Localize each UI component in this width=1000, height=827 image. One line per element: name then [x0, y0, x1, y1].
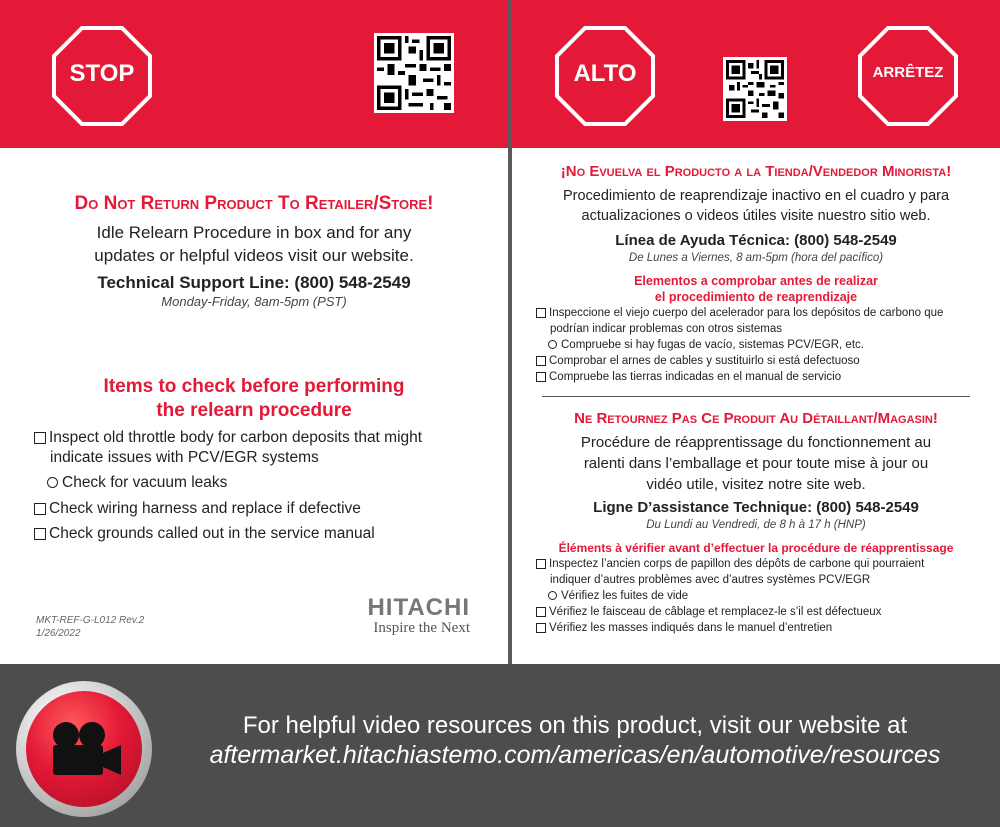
intro-line-2: updates or helpful videos visit our website.: [94, 246, 414, 265]
list-item-text: Inspeccione el viejo cuerpo del acelerador para los depósitos de carbono que: [549, 307, 944, 319]
checkbox-icon: [34, 432, 46, 444]
es-check-heading-2: el procedimiento de reaprendizaje: [654, 290, 858, 304]
checkbox-icon: [34, 528, 46, 540]
check-heading-line-1: Items to check before performing: [103, 376, 405, 397]
list-item-continuation: podrían indicar problemas con otros sistemas: [550, 323, 783, 335]
qr-code-icon: [723, 57, 787, 121]
checkbox-icon: [536, 372, 546, 382]
no-return-heading: Do Not Return Product To Retailer/Store!: [74, 193, 434, 214]
es-intro-line-1: Procedimiento de reaprendizaje inactivo en el cuadro y para: [562, 188, 950, 204]
footer-line-1: For helpful video resources on this product, visit our website at: [242, 712, 908, 739]
fr-no-return-heading: Ne Retournez Pas Ce Produit Au Détaillant/Magasin!: [574, 410, 938, 427]
check-heading-line-2: the relearn procedure: [156, 400, 352, 421]
es-check-heading-1: Elementos a comprobar antes de realizar: [634, 274, 878, 288]
fr-intro-line-2: ralenti dans l’emballage et pour toute mise à jour ou: [583, 455, 929, 472]
support-hours: Monday-Friday, 8am-5pm (PST): [161, 294, 347, 309]
list-item-text: Compruebe las tierras indicadas en el manual de servicio: [549, 371, 842, 383]
document-date: 1/26/2022: [36, 628, 81, 639]
es-support-line: Línea de Ayuda Técnica: (800) 548-2549: [615, 232, 897, 249]
qr-code-icon: [374, 33, 454, 113]
list-item: [34, 500, 361, 518]
list-item: [536, 371, 841, 383]
arretez-sign-icon: [858, 26, 958, 126]
checkbox-icon: [536, 607, 546, 617]
video-camera-icon: [16, 681, 152, 817]
hitachi-logo: [330, 594, 470, 637]
intro-line-1: Idle Relearn Procedure in box and for any: [96, 223, 412, 242]
list-item-text: Comprobar el arnes de cables y sustituirlo si está defectuoso: [549, 355, 860, 367]
english-panel: [0, 0, 508, 664]
list-item: [47, 474, 227, 492]
list-item-continuation: indicate issues with PCV/EGR systems: [50, 449, 319, 466]
es-support-hours: De Lunes a Viernes, 8 am-5pm (hora del pacífico): [628, 252, 884, 264]
list-item-text: Vérifiez le faisceau de câblage et remplacez-le s’il est défectueux: [549, 606, 882, 618]
circle-bullet-icon: [47, 477, 58, 488]
circle-bullet-icon: [548, 340, 557, 349]
list-item-text: Compruebe si hay fugas de vacío, sistemas PCV/EGR, etc.: [561, 339, 864, 351]
fr-support-hours: Du Lundi au Vendredi, de 8 h à 17 h (HNP): [646, 519, 866, 531]
list-item: [34, 525, 375, 543]
list-item: [548, 590, 688, 602]
brand-tagline: Inspire the Next: [373, 620, 470, 636]
support-line: Technical Support Line: (800) 548-2549: [97, 273, 411, 292]
document-code: MKT-REF-G-L012 Rev.2: [36, 615, 145, 626]
list-item: [34, 429, 422, 447]
stop-sign-icon: [52, 26, 152, 126]
list-item-text: Check for vacuum leaks: [62, 474, 228, 491]
list-item: [548, 339, 864, 351]
list-item: [536, 558, 924, 570]
list-item: [536, 355, 860, 367]
fr-intro-line-3: vidéo utile, visitez notre site web.: [646, 476, 866, 493]
section-divider: [542, 396, 970, 397]
footer-website-link[interactable]: aftermarket.hitachiastemo.com/americas/en/automotive/resources: [209, 741, 941, 769]
list-item: [536, 606, 881, 618]
fr-support-line: Ligne D’assistance Technique: (800) 548-2549: [593, 499, 919, 516]
alto-sign-icon: [555, 26, 655, 126]
alto-label: ALTO: [573, 60, 637, 87]
es-intro-line-2: actualizaciones o videos útiles visite nuestro sitio web.: [581, 208, 931, 224]
fr-check-heading: Éléments à vérifier avant d’effectuer la procédure de réapprentissage: [558, 541, 954, 555]
checkbox-icon: [34, 503, 46, 515]
list-item-text: Inspect old throttle body for carbon deposits that might: [49, 429, 423, 446]
list-item-text: Vérifiez les fuites de vide: [561, 590, 689, 602]
checkbox-icon: [536, 559, 546, 569]
stop-label: STOP: [69, 60, 135, 87]
es-no-return-heading: ¡No Evuelva el Producto a la Tienda/Vendedor Minorista!: [560, 163, 952, 180]
list-item-text: Inspectez l’ancien corps de papillon des dépôts de carbone qui pourraient: [549, 558, 925, 570]
brand-name: HITACHI: [367, 594, 470, 621]
checkbox-icon: [536, 308, 546, 318]
list-item-continuation: indiquer d’autres problèmes avec d’autres systèmes PCV/EGR: [550, 574, 871, 586]
fr-intro-line-1: Procédure de réapprentissage du fonctionnement au: [580, 434, 932, 451]
circle-bullet-icon: [548, 591, 557, 600]
arretez-label: ARRÊTEZ: [872, 64, 944, 81]
list-item: [536, 307, 943, 319]
checkbox-icon: [536, 623, 546, 633]
list-item-text: Check wiring harness and replace if defective: [49, 500, 361, 517]
spanish-french-panel: [512, 0, 1000, 664]
checkbox-icon: [536, 356, 546, 366]
list-item: [536, 622, 832, 634]
list-item-text: Check grounds called out in the service manual: [49, 525, 375, 542]
list-item-text: Vérifiez les masses indiqués dans le manuel d’entretien: [549, 622, 833, 634]
